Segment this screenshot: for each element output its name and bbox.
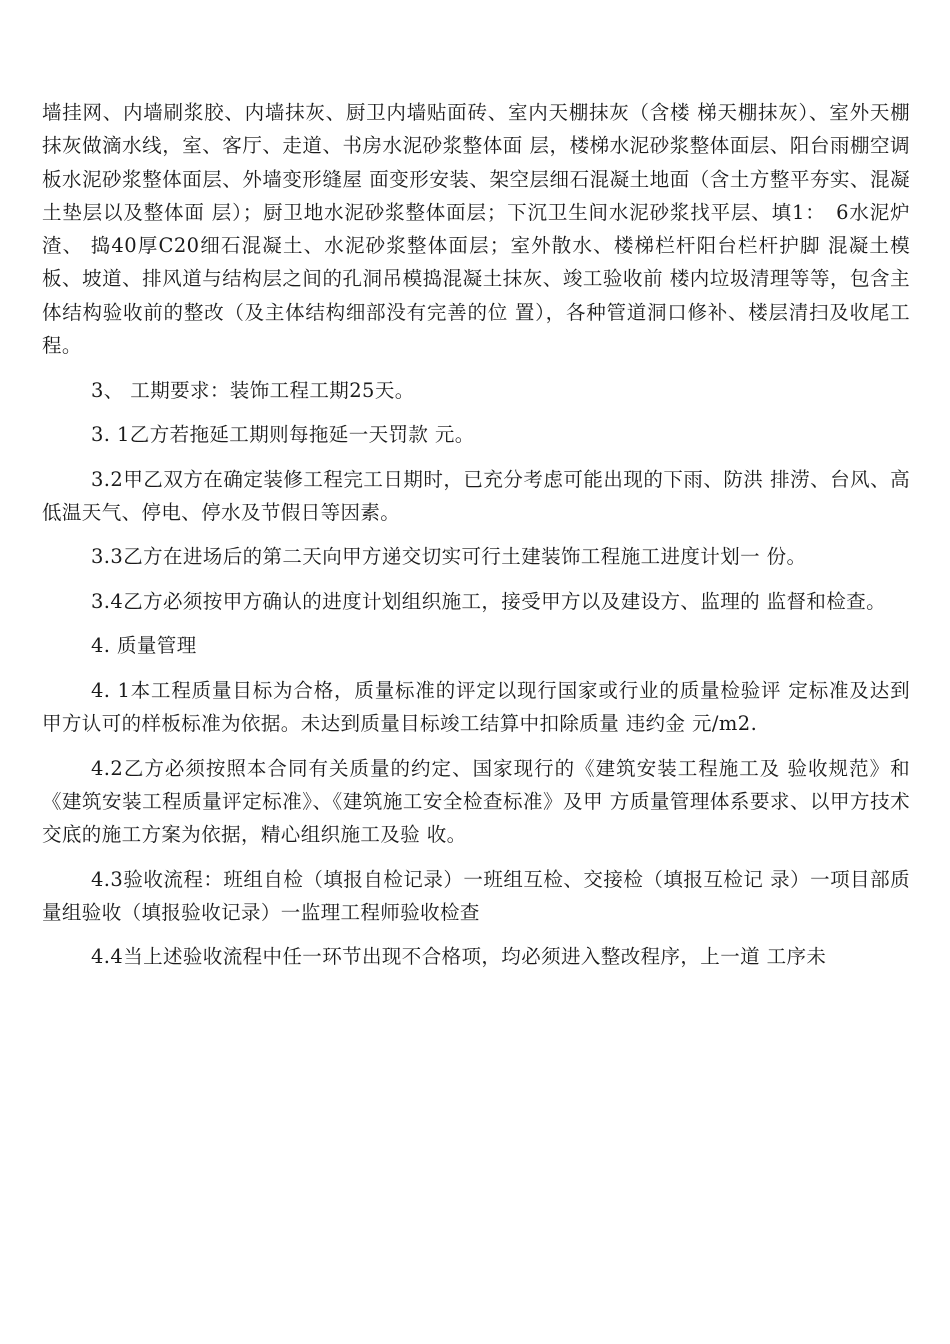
paragraph-clause-3-2: 3.2甲乙双方在确定装修工程完工日期时，已充分考虑可能出现的下雨、防洪 排涝、台风、高低温天气、停电、停水及节假日等因素。 [42,467,910,524]
paragraph-clause-4-4: 4.4当上述验收流程中任一环节出现不合格项，均必须进入整改程序，上一道 工序未 [91,945,827,969]
paragraph-section-3-heading: 3、 工期要求：装饰工程工期25天。 [91,378,415,402]
paragraph-clause-3-1: 3. 1乙方若拖延工期则每拖延一天罚款 元。 [91,423,475,447]
paragraph-clause-4-3: 4.3验收流程：班组自检（填报自检记录）一班组互检、交接检（填报互检记 录）一项目部质量组验收（填报验收记录）一监理工程师验收检查 [42,867,910,924]
paragraph-section-4-heading: 4. 质量管理 [91,634,197,658]
paragraph-clause-3-3: 3.3乙方在进场后的第二天向甲方递交切实可行土建装饰工程施工进度计划一 份。 [91,545,807,569]
paragraph-clause-3-4: 3.4乙方必须按甲方确认的进度计划组织施工，接受甲方以及建设方、监理的 监督和检查。 [91,589,887,613]
paragraph-clause-4-1: 4. 1本工程质量目标为合格，质量标准的评定以现行国家或行业的质量检验评 定标准及达到甲方认可的样板标准为依据。未达到质量目标竣工结算中扣除质量 违约金 元/m2. [42,678,910,736]
paragraph-scope-continued: 墙挂网、内墙刷浆胶、内墙抹灰、厨卫内墙贴面砖、室内天棚抹灰（含楼 梯天棚抹灰）、室外天棚抹灰做滴水线，室、客厅、走道、书房水泥砂浆整体面 层，楼梯水泥砂浆整体面层、阳台雨棚空调板水泥砂浆整体面层、外墙变形缝屋 面变形安装、架空层细石混凝土地面（含土方整平夯实、混凝土垫层以及整体面 层）；厨卫地水泥砂浆整体面层；下沉卫生间水泥砂浆找平层、填1： 6水泥炉渣、 捣40厚C20细石混凝土、水泥砂浆整体面层；室外散水、楼梯栏杆阳台栏杆护脚 混凝土模板、坡道、排风道与结构层之间的孔洞吊模捣混凝土抹灰、竣工验收前 楼内垃圾清理等等，包含主体结构验收前的整改（及主体结构细部没有完善的位 置），各种管道洞口修补、楼层清扫及收尾工程。 [42,101,910,358]
paragraph-clause-4-2: 4.2乙方必须按照本合同有关质量的约定、国家现行的《建筑安装工程施工及 验收规范》和《建筑安装工程质量评定标准》、《建筑施工安全检查标准》及甲 方质量管理体系要求、以甲方技术交底的施工方案为依据，精心组织施工及验 收。 [42,756,910,847]
document-body [42,96,910,985]
